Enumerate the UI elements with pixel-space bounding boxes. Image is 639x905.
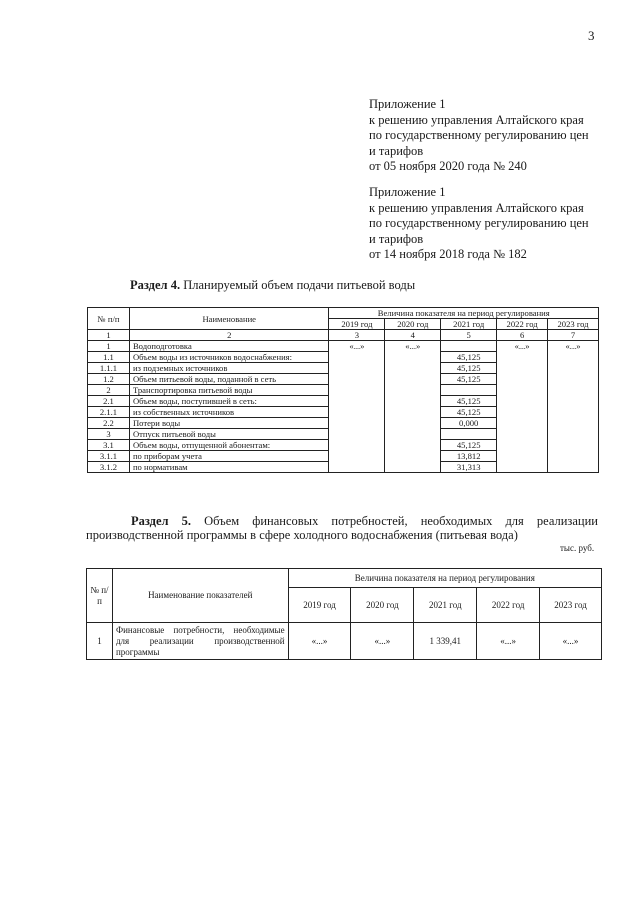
col-number: 4 xyxy=(385,330,441,341)
row-num: 3.1.1 xyxy=(88,451,130,462)
row-num: 3.1 xyxy=(88,440,130,451)
annex-2018-block xyxy=(369,185,589,263)
table-row xyxy=(88,341,599,352)
value-2021: 45,125 xyxy=(441,374,497,385)
value-2021 xyxy=(441,429,497,440)
row-name: Потери воды xyxy=(129,418,329,429)
annex-line: от 05 ноября 2020 года № 240 xyxy=(369,159,527,173)
col-number: 6 xyxy=(497,330,548,341)
header-year: 2020 год xyxy=(351,588,414,623)
header-period: Величина показателя на период регулирования xyxy=(288,569,601,588)
header-year: 2019 год xyxy=(288,588,351,623)
header-name: Наименование показателей xyxy=(112,569,288,623)
header-year: 2022 год xyxy=(497,319,548,330)
value-2022: «...» xyxy=(477,623,540,660)
col-number: 3 xyxy=(329,330,385,341)
row-name: Отпуск питьевой воды xyxy=(129,429,329,440)
section4-table xyxy=(87,307,599,473)
header-year: 2020 год xyxy=(385,319,441,330)
value-2021: 45,125 xyxy=(441,396,497,407)
row-num: 2.1.1 xyxy=(88,407,130,418)
value-2021: 13,812 xyxy=(441,451,497,462)
value-2021: 45,125 xyxy=(441,352,497,363)
row-name: по приборам учета xyxy=(129,451,329,462)
row-num: 1.2 xyxy=(88,374,130,385)
row-name: Объем воды из источников водоснабжения: xyxy=(129,352,329,363)
annex-line: к решению управления Алтайского края xyxy=(369,112,584,127)
header-num: № п/п xyxy=(88,308,130,330)
header-year: 2019 год xyxy=(329,319,385,330)
section5-title xyxy=(86,514,598,542)
section4-label: Раздел 4. xyxy=(130,278,181,292)
header-period: Величина показателя на период регулирования xyxy=(329,308,599,319)
value-2021: 45,125 xyxy=(441,440,497,451)
table-row xyxy=(87,623,602,660)
annex-line: по государственному регулированию цен xyxy=(369,216,589,230)
annex-line: к решению управления Алтайского края xyxy=(369,200,584,215)
value-2022: «...» xyxy=(497,341,548,473)
row-num: 2.2 xyxy=(88,418,130,429)
row-name: Объем воды, отпущенной абонентам: xyxy=(129,440,329,451)
col-number: 2 xyxy=(129,330,329,341)
row-num: 1.1.1 xyxy=(88,363,130,374)
section4-title xyxy=(130,278,415,293)
row-num: 1 xyxy=(88,341,130,352)
section5-title-line2: производственной программы в сфере холодного водоснабжения (питьевая вода) xyxy=(86,528,518,542)
row-num: 3.1.2 xyxy=(88,462,130,473)
value-2021 xyxy=(441,341,497,352)
annex-line: и тарифов xyxy=(369,143,424,158)
annex-line: Приложение 1 xyxy=(369,185,446,199)
value-2021: 31,313 xyxy=(441,462,497,473)
row-num: 2.1 xyxy=(88,396,130,407)
row-num: 3 xyxy=(88,429,130,440)
row-name: Объем питьевой воды, поданной в сеть xyxy=(129,374,329,385)
row-name: Водоподготовка xyxy=(129,341,329,352)
header-num: № п/п xyxy=(87,569,113,623)
value-2021: 45,125 xyxy=(441,407,497,418)
value-2023: «...» xyxy=(540,623,602,660)
value-2023: «...» xyxy=(548,341,599,473)
header-year: 2023 год xyxy=(540,588,602,623)
value-2020: «...» xyxy=(351,623,414,660)
header-year: 2023 год xyxy=(548,319,599,330)
value-2019: «...» xyxy=(288,623,351,660)
row-num: 1 xyxy=(87,623,113,660)
header-year: 2022 год xyxy=(477,588,540,623)
row-name: из собственных источников xyxy=(129,407,329,418)
row-num: 1.1 xyxy=(88,352,130,363)
value-2019: «...» xyxy=(329,341,385,473)
annex-line: по государственному регулированию цен xyxy=(369,128,589,142)
annex-2020-block xyxy=(369,97,589,175)
annex-line: от 14 ноября 2018 года № 182 xyxy=(369,247,527,261)
value-2021: 45,125 xyxy=(441,363,497,374)
header-year: 2021 год xyxy=(441,319,497,330)
col-number: 7 xyxy=(548,330,599,341)
value-2020: «...» xyxy=(385,341,441,473)
row-name: Объем воды, поступившей в сеть: xyxy=(129,396,329,407)
section5-table xyxy=(86,568,602,660)
annex-line: и тарифов xyxy=(369,231,424,246)
row-name: Транспортировка питьевой воды xyxy=(129,385,329,396)
unit-label: тыс. руб. xyxy=(560,543,595,553)
row-name: по нормативам xyxy=(129,462,329,473)
row-name: из подземных источников xyxy=(129,363,329,374)
page-number: 3 xyxy=(588,28,595,43)
section4-title-text: Планируемый объем подачи питьевой воды xyxy=(183,278,416,292)
section5-label: Раздел 5. xyxy=(131,514,192,528)
section5-title-line1: Объем финансовых потребностей, необходимых для реализации xyxy=(204,514,598,528)
value-2021: 0,000 xyxy=(441,418,497,429)
annex-line: Приложение 1 xyxy=(369,97,446,111)
row-name: Финансовые потребности, необходимые для реализации производственной программы xyxy=(112,623,288,660)
row-num: 2 xyxy=(88,385,130,396)
header-year: 2021 год xyxy=(414,588,477,623)
col-number: 1 xyxy=(88,330,130,341)
col-number: 5 xyxy=(441,330,497,341)
value-2021: 1 339,41 xyxy=(414,623,477,660)
header-name: Наименование xyxy=(129,308,329,330)
value-2021 xyxy=(441,385,497,396)
